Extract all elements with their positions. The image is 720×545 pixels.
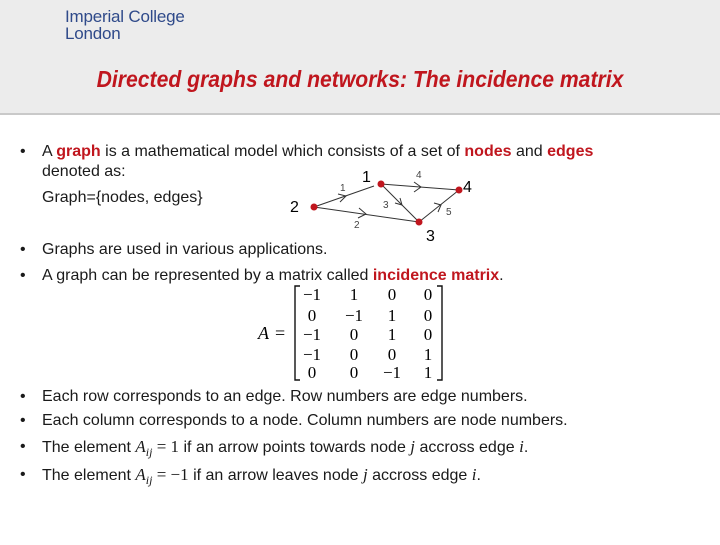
matrix-cell-r3-c1: −1 [302,325,322,344]
matrix-cell-r1-c2: 1 [349,285,359,304]
matrix-cell-r3-c4: 0 [423,325,433,344]
matrix-cell-r4-c1: −1 [302,345,322,364]
math-eq: = 1 [152,437,180,456]
text: if an arrow leaves node [188,467,363,484]
matrix-cell-r2-c2: −1 [344,306,364,325]
node-1 [378,181,385,188]
matrix-cell-r3-c3: 1 [387,325,397,344]
matrix-cell-r1-c1: −1 [302,285,322,304]
bullet-dot: • [20,412,26,429]
math-i: i [471,465,477,484]
node-4 [456,187,463,194]
text: is a mathematical model which consists of a set of [100,143,465,160]
math-A: A [135,465,146,484]
bullet-dot: • [20,388,26,405]
matrix-cell-r5-c2: 0 [349,363,359,382]
text: accross edge [367,467,472,484]
node-label-3: 3 [426,228,435,245]
edge-5 [419,190,459,222]
bullet-dot: • [20,143,26,160]
bullet-6 [42,437,528,462]
math-i: i [519,437,524,456]
node-label-2: 2 [290,199,299,216]
text: . [499,267,504,284]
edge-label-2: 2 [354,220,360,231]
math-j: j [410,437,416,456]
matrix-cell-r4-c4: 1 [423,345,433,364]
edge-4 [381,184,459,190]
math-A: A [135,437,146,456]
bullet-dot: • [20,241,26,258]
matrix-cell-r2-c3: 1 [387,306,397,325]
bullet-3 [42,266,504,286]
slide-title: Directed graphs and networks: The incidence matrix [96,66,624,92]
math-ij: ij [145,445,153,460]
text: . [476,467,481,484]
matrix-cell-r2-c4: 0 [423,306,433,325]
matrix-cell-r4-c2: 0 [349,345,359,364]
matrix-cell-r5-c1: 0 [307,363,317,382]
bullet-dot: • [20,466,26,483]
text: The element [42,467,136,484]
bullet-1-line-2: denoted as: [42,163,126,180]
matrix-cell-r2-c1: 0 [307,306,317,325]
node-label-4: 4 [463,179,472,196]
bullet-2: Graphs are used in various applications. [42,241,328,258]
bullet-dot: • [20,267,26,284]
matrix-equals: = [275,323,286,343]
matrix-symbol: A [258,323,269,343]
bullet-5: Each column corresponds to a node. Column numbers are node numbers. [42,412,568,429]
math-eq: = −1 [152,465,189,484]
matrix-cell-r5-c4: 1 [423,363,433,382]
text: accross edge [415,439,520,456]
term-incidence-matrix: incidence matrix [372,267,500,284]
matrix-cell-r3-c2: 0 [349,325,359,344]
edge-label-5-visible: 5 [446,207,452,218]
matrix-cell-r4-c3: 0 [387,345,397,364]
matrix-cell-r5-c3: −1 [382,363,402,382]
matrix-cell-r1-c4: 0 [423,285,433,304]
edge-label-3: 3 [383,200,389,211]
text: A graph can be represented by a matrix called [42,267,373,284]
bullet-4: Each row corresponds to an edge. Row numbers are edge numbers. [42,388,528,405]
text: . [523,439,529,456]
term-graph: graph [56,143,101,160]
text: if an arrow points towards node [179,439,411,456]
math-ij: ij [145,473,153,488]
edge-2 [314,207,419,222]
bullet-dot: • [20,438,26,455]
bullet-7 [42,465,481,490]
text: and [511,143,548,160]
math-j: j [362,465,368,484]
term-nodes: nodes [464,143,512,160]
logo-line-2: London [65,24,121,43]
node-3 [416,219,423,226]
edge-label-1: 1 [340,183,346,194]
node-2 [311,204,318,211]
matrix-cell-r1-c3: 0 [387,285,397,304]
logo-line-1: Imperial College [65,7,185,26]
text: The element [42,439,136,456]
edge-label-4: 4 [416,170,422,181]
term-edges: edges [547,143,594,160]
graph-definition: Graph={nodes, edges} [42,189,203,206]
text: A [42,143,57,160]
node-label-1: 1 [362,169,371,186]
